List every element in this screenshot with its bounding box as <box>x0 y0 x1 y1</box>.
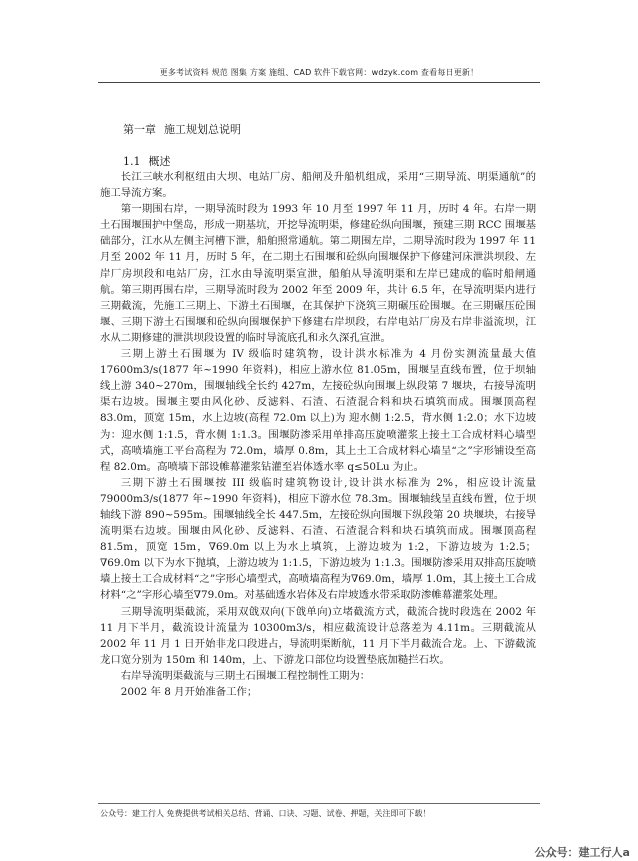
section-heading <box>123 153 171 169</box>
header-divider <box>98 82 540 83</box>
page-footer: 公众号：建工行人 免费提供考试相关总结、背诵、口诀、习题、试卷、押题，关注即可下载！ <box>100 809 431 818</box>
page-header: 更多考试资料 规范 图集 方案 施组、CAD 软件下载官网：wdzyk.com 查看每日更新！ <box>159 68 479 77</box>
paragraph: 长江三峡水利枢纽由大坝、电站厂房、船闸及升船机组成，采用“三期导流、明渠通航”的施工导流方案。 <box>100 171 536 200</box>
chapter-title: 施工规划总说明 <box>164 123 241 136</box>
footer-divider <box>98 803 540 804</box>
paragraph: 右岸导流明渠截流与三期土石围堰工程控制性工期为： <box>120 669 371 682</box>
section-number: 1.1 <box>123 155 141 168</box>
chapter-number: 第一章 <box>123 123 156 136</box>
section-title: 概述 <box>148 155 171 168</box>
watermark: 公众号：建工行人a <box>534 846 630 859</box>
paragraph: 三期上游土石围堰为 IV 级临时建筑物，设计洪水标准为 4 月份实测流量最大值 17600m3/s(1877 年~1990 年资料)，相应上游水位 81.05m，围堰呈直线布置，位于坝轴线上游 340~270m，围堰轴线全长约 427m，左接砼纵向围堰上纵段第 7 堰块，右接导流明渠右边坡。围堰主要由风化砂、反滤料、石渣、石渣混合料和块石填筑而成。围堰顶高程 83.0m，顶宽 15m，水上边坡(高程 72.0m 以上)为 迎水侧 1:2.5，背水侧 1:2.0；水下边坡为：迎水侧 1:1.5，背水侧 1:1.3。围堰防渗采用单排高压旋喷灌浆上接土工合成材料心墙型式，高喷墙施工平台高程为 72.0m，墙厚 0.8m，其上土工合成材料心墙呈“之”字形铺设至高程 82.0m。高喷墙下部设帷幕灌浆钻灌至岩体透水率 q≤50Lu 为止。 <box>100 348 536 473</box>
paragraph: 三期导流明渠截流，采用双戗双向(下戗单向)立堵截流方式，截流合拢时段选在 2002 年 11 月下半月，截流设计流量为 10300m3/s，相应截流设计总落差为 4.11m。三期截流从 2002 年 11 月 1 日开始非龙口段进占，导流明渠断航，11 月下半月截流合龙。上、下游截流龙口宽分别为 150m 和 140m，上、下游龙口部位均设置垫底加糙拦石坎。 <box>100 605 536 666</box>
paragraph: 第一期围右岸，一期导流时段为 1993 年 10 月至 1997 年 11 月，历时 4 年。右岸一期土石围堰围护中堡岛，形成一期基坑，开挖导流明渠，修建砼纵向围堰，预建三期 RCC 围堰基础部分，江水从左侧主河槽下泄，船舶照常通航。第二期围左岸，二期导流时段为 1997 年 11 月至 2002 年 11 月，历时 5 年，在二期土石围堰和砼纵向围堰保护下修建河床泄洪坝段、左岸厂房坝段和电站厂房，江水由导流明渠宣泄，船舶从导流明渠和左岸已建成的临时船闸通航。第三期再围右岸，三期导流时段为 2002 年至 2009 年，共计 6.5 年，在导流明渠内进行三期截流，先施工三期上、下游土石围堰，在其保护下浇筑三期碾压砼围堰。在三期碾压砼围堰、三期下游土石围堰和砼纵向围堰保护下修建右岸坝段，右岸电站厂房及右岸非溢流坝，江水从二期修建的泄洪坝段设置的临时导流底孔和永久深孔宣泄。 <box>100 203 536 344</box>
paragraph: 2002 年 8 月开始准备工作； <box>120 686 258 698</box>
chapter-heading <box>123 121 241 137</box>
paragraph: 三期下游土石围堰按 III 级临时建筑物设计,设计洪水标准为 2%，相应设计流量 79000m3/s(1877 年~1990 年资料)，相应下游水位 78.3m。围堰轴线呈直线布置，位于坝轴线下游 890~595m。围堰轴线全长 447.5m，左接砼纵向围堰下纵段第 20 块堰块，右接导流明渠右边坡。围堰由风化砂、反滤料、石渣、石渣混合料和块石填筑而成。围堰顶高程 81.5m，顶宽 15m，∇69.0m 以上为水上填筑，上游边坡为 1:2，下游边坡为 1:2.5；∇69.0m 以下为水下抛填，上游边坡为 1:1.5，下游边坡为 1:1.3。围堰防渗采用双排高压旋喷墙上接土工合成材料“之”字形心墙型式，高喷墙高程为∇69.0m，墙厚 1.0m，其上接土工合成材料“之”字形心墙至∇79.0m。对基础透水岩体及右岸坡透水带采取防渗帷幕灌浆处理。 <box>100 476 536 602</box>
document-body <box>100 169 536 700</box>
